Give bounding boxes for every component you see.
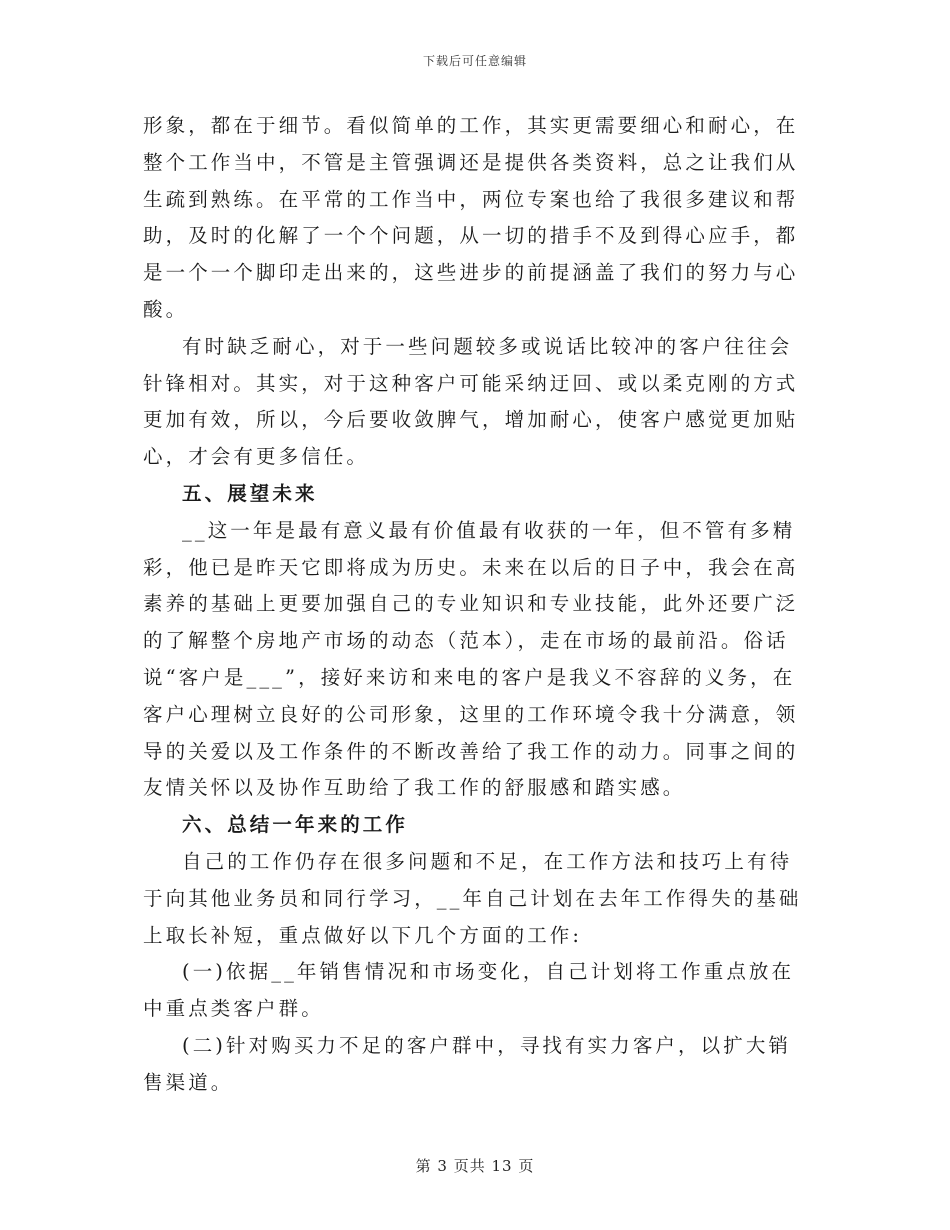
paragraph-plan-item-2: (二)针对购买力不足的客户群中，寻找有实力客户，以扩大销售渠道。: [143, 1033, 792, 1094]
paragraph-summary: 自己的工作仍存在很多问题和不足，在工作方法和技巧上有待于向其他业务员和同行学习，__年自己计划在去年工作得失的基础上取长补短，重点做好以下几个方面的工作:: [143, 849, 802, 947]
paragraph-plan-item-1: (一)依据__年销售情况和市场变化，自己计划将工作重点放在中重点类客户群。: [143, 960, 795, 1021]
paragraph-outlook: __这一年是最有意义最有价值最有收获的一年，但不管有多精彩，他已是昨天它即将成为历史。未来在以后的日子中，我会在高素养的基础上更要加强自己的专业知识和专业技能，此外还要广泛的了解整个房地产市场的动态（范本），走在市场的最前沿。俗话说“客户是___”，接好来访和来电的客户是我义不容辞的义务，在客户心理树立良好的公司形象，这里的工作环境令我十分满意，领导的关爱以及工作条件的不断改善给了我工作的动力。同事之间的友情关怀以及协作互助给了我工作的舒服感和踏实感。: [143, 518, 799, 800]
page-footer: 第 3 页共 13 页: [415, 1157, 535, 1175]
paragraph-patience: 有时缺乏耐心，对于一些问题较多或说话比较冲的客户往往会针锋相对。其实，对于这种客户可能采纳迂回、或以柔克刚的方式更加有效，所以，今后要收敛脾气，增加耐心，使客户感觉更加贴心，才会有更多信任。: [143, 334, 799, 469]
page-header: 下载后可任意编辑: [422, 54, 527, 68]
paragraph-details: 形象，都在于细节。看似简单的工作，其实更需要细心和耐心，在整个工作当中，不管是主管强调还是提供各类资料，总之让我们从生疏到熟练。在平常的工作当中，两位专案也给了我很多建议和帮助，及时的化解了一个个问题，从一切的措手不及到得心应手，都是一个一个脚印走出来的，这些进步的前提涵盖了我们的努力与心酸。: [143, 114, 799, 321]
section-heading-outlook: 五、展望未来: [182, 481, 318, 505]
section-heading-summary: 六、总结一年来的工作: [182, 813, 409, 837]
document-body: [143, 108, 807, 1102]
